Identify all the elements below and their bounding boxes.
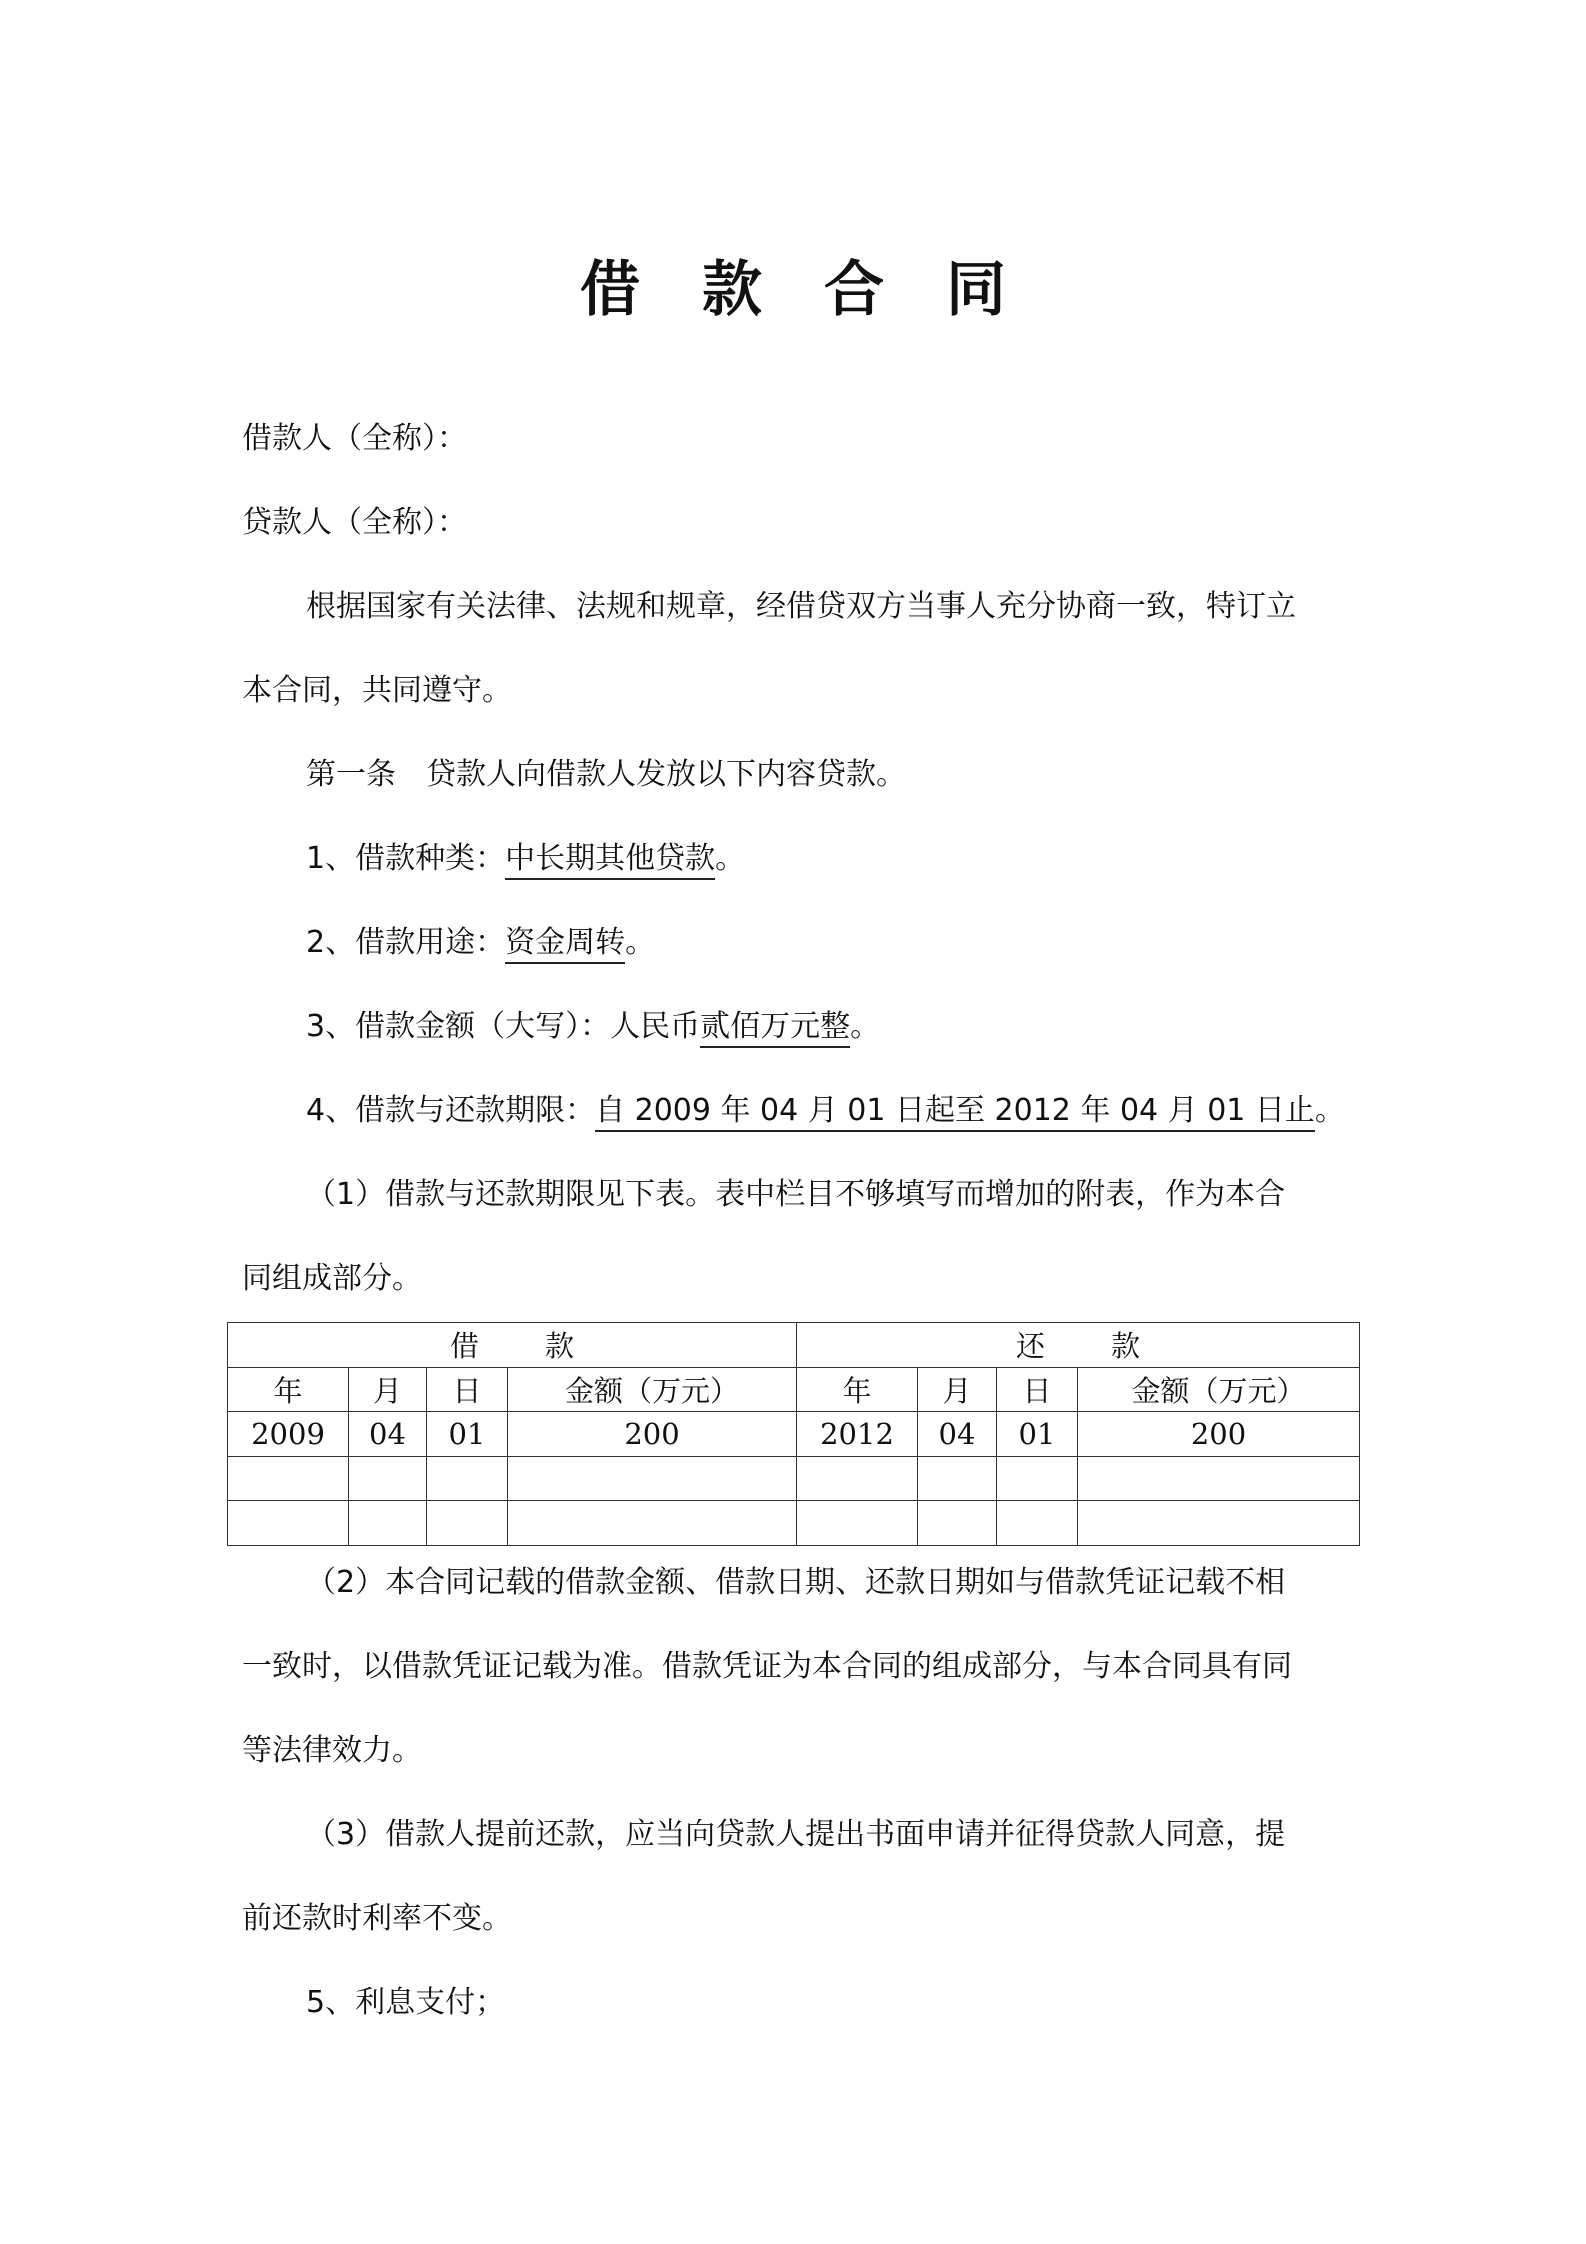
table-cell [508, 1501, 797, 1546]
table-cell [797, 1456, 918, 1501]
table-cell: 04 [349, 1412, 427, 1457]
loan-schedule-table [227, 1322, 1360, 1546]
item-loan-amount [306, 1005, 880, 1049]
table-cell [427, 1501, 508, 1546]
header-repay-month: 月 [918, 1367, 997, 1412]
table-cell: 200 [508, 1412, 797, 1457]
clause-1-line-2: 同组成部分。 [242, 1261, 422, 1296]
article-1-heading: 第一条 [306, 757, 396, 792]
table-cell: 2012 [797, 1412, 918, 1457]
document-title: 借款合同 [580, 255, 1068, 325]
header-borrow-day: 日 [427, 1367, 508, 1412]
table-cell: 01 [427, 1412, 508, 1457]
table-row [228, 1456, 1360, 1501]
item-loan-type-value: 中长期其他贷款 [505, 841, 715, 880]
period-mark: 。 [850, 1009, 881, 1044]
item-loan-type [306, 837, 745, 881]
table-cell [349, 1501, 427, 1546]
table-cell [1078, 1456, 1360, 1501]
table-cell [797, 1501, 918, 1546]
table-cell: 200 [1078, 1412, 1360, 1457]
clause-1-line-1: （1）借款与还款期限见下表。表中栏目不够填写而增加的附表，作为本合 [306, 1177, 1286, 1212]
item-loan-term-label: 4、借款与还款期限： [306, 1093, 596, 1128]
table-row [228, 1412, 1360, 1457]
lender-label: 贷款人（全称）： [242, 505, 467, 540]
intro-line-2: 本合同，共同遵守。 [242, 673, 512, 708]
header-repay-year: 年 [797, 1367, 918, 1412]
header-repay-amount: 金额（万元） [1078, 1367, 1360, 1412]
table-cell [508, 1456, 797, 1501]
group-header-repay: 还款 [797, 1323, 1360, 1368]
item-loan-type-label: 1、借款种类： [306, 841, 506, 876]
table-cell [997, 1456, 1078, 1501]
clause-2-line-3: 等法律效力。 [242, 1733, 422, 1768]
item-loan-amount-label: 3、借款金额（大写）：人民币 [306, 1009, 701, 1044]
table-cell [1078, 1501, 1360, 1546]
table-row [228, 1501, 1360, 1546]
table-header-row [228, 1367, 1360, 1412]
clause-3-line-2: 前还款时利率不变。 [242, 1901, 512, 1936]
table-cell: 01 [997, 1412, 1078, 1457]
table-cell [918, 1501, 997, 1546]
header-repay-day: 日 [997, 1367, 1078, 1412]
borrower-label: 借款人（全称）： [242, 421, 467, 456]
table-cell [918, 1456, 997, 1501]
table-cell [228, 1456, 349, 1501]
header-borrow-month: 月 [349, 1367, 427, 1412]
clause-3-line-1: （3）借款人提前还款，应当向贷款人提出书面申请并征得贷款人同意，提 [306, 1817, 1286, 1852]
article-1-text: 贷款人向借款人发放以下内容贷款。 [426, 757, 906, 792]
period-mark: 。 [715, 841, 746, 876]
item-loan-term-value: 自 2009 年 04 月 01 日起至 2012 年 04 月 01 日止 [595, 1093, 1315, 1132]
clause-2-line-1: （2）本合同记载的借款金额、借款日期、还款日期如与借款凭证记载不相 [306, 1565, 1286, 1600]
table-cell [427, 1456, 508, 1501]
period-mark: 。 [625, 925, 656, 960]
header-borrow-amount: 金额（万元） [508, 1367, 797, 1412]
item-loan-purpose-value: 资金周转 [505, 925, 625, 964]
item-interest-payment: 5、利息支付； [306, 1985, 506, 2020]
header-borrow-year: 年 [228, 1367, 349, 1412]
table-cell: 2009 [228, 1412, 349, 1457]
clause-2-line-2: 一致时，以借款凭证记载为准。借款凭证为本合同的组成部分，与本合同具有同 [242, 1649, 1292, 1684]
period-mark: 。 [1314, 1093, 1345, 1128]
article-1 [306, 753, 906, 797]
table-cell [228, 1501, 349, 1546]
group-header-borrow: 借款 [228, 1323, 797, 1368]
item-loan-purpose-label: 2、借款用途： [306, 925, 506, 960]
item-loan-amount-value: 贰佰万元整 [700, 1009, 850, 1048]
item-loan-term [306, 1089, 1345, 1133]
table-group-header-row [228, 1323, 1360, 1368]
item-loan-purpose [306, 921, 655, 965]
table-cell: 04 [918, 1412, 997, 1457]
table-cell [997, 1501, 1078, 1546]
table-cell [349, 1456, 427, 1501]
intro-line-1: 根据国家有关法律、法规和规章，经借贷双方当事人充分协商一致，特订立 [306, 589, 1296, 624]
